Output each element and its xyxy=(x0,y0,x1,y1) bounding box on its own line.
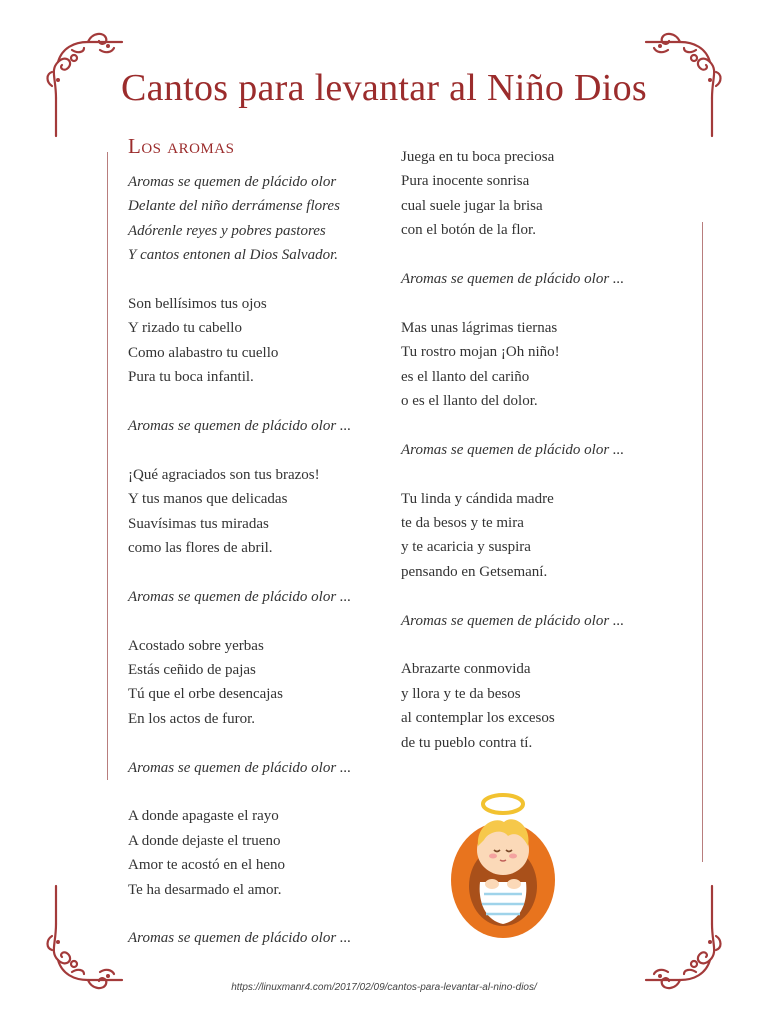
verse-line: Amor te acostó en el heno xyxy=(128,857,286,874)
verse-line: Suavísimas tus miradas xyxy=(128,515,269,532)
verse-line: Pura tu boca infantil. xyxy=(128,369,254,386)
refrain-line: Aromas se quemen de plácido olor ... xyxy=(128,930,352,947)
verse-line: Estás ceñido de pajas xyxy=(128,662,256,679)
verse-line: cual suele jugar la brisa xyxy=(401,197,543,214)
verse-line: pensando en Getsemaní. xyxy=(401,563,548,580)
left-border-line xyxy=(107,152,108,780)
verse-line: de tu pueblo contra tí. xyxy=(401,734,533,751)
corner-ornament-bottom-left xyxy=(44,884,124,994)
verse-line: Y cantos entonen al Dios Salvador. xyxy=(128,247,338,264)
right-column xyxy=(401,145,691,779)
refrain-line: Aromas se quemen de plácido olor ... xyxy=(401,612,625,629)
stanza xyxy=(401,145,691,243)
page-title: Cantos para levantar al Niño Dios xyxy=(121,67,647,109)
refrain-line: Aromas se quemen de plácido olor ... xyxy=(401,441,625,458)
right-border-line xyxy=(702,222,703,862)
verse-line: Aromas se quemen de plácido olor xyxy=(128,174,337,190)
verse-line: En los actos de furor. xyxy=(128,710,256,727)
verse-line: Mas unas lágrimas tiernas xyxy=(401,319,558,336)
verse-line: Pura inocente sonrisa xyxy=(401,173,530,190)
refrain-line: Aromas se quemen de plácido olor ... xyxy=(401,271,625,288)
verse-line: con el botón de la flor. xyxy=(401,222,536,239)
verse-line: Abrazarte conmovida xyxy=(401,661,531,678)
verse-line: como las flores de abril. xyxy=(128,540,273,557)
source-url[interactable]: https://linuxmanr4.com/2017/02/09/cantos-para-levantar-al-nino-dios/ xyxy=(231,982,537,993)
stanza xyxy=(128,634,388,732)
verse-line: A donde dejaste el trueno xyxy=(128,832,281,849)
verse-line: Tú que el orbe desencajas xyxy=(128,686,283,703)
refrain-line: Aromas se quemen de plácido olor ... xyxy=(128,759,352,776)
verse-line: ¡Qué agraciados son tus brazos! xyxy=(128,466,320,483)
stanza xyxy=(401,316,691,414)
verse-line: o es el llanto del dolor. xyxy=(401,393,538,410)
left-column xyxy=(128,170,388,975)
stanza xyxy=(401,487,691,585)
verse-line: Como alabastro tu cuello xyxy=(128,344,279,361)
verse-line: Adórenle reyes y pobres pastores xyxy=(128,222,326,239)
verse-line: Tu rostro mojan ¡Oh niño! xyxy=(401,344,560,361)
verse-line: y te acaricia y suspira xyxy=(401,539,531,556)
baby-jesus-illustration xyxy=(448,790,558,940)
verse-line: Y rizado tu cabello xyxy=(128,320,242,337)
refrain-line: Aromas se quemen de plácido olor ... xyxy=(128,418,352,435)
verse-line: Delante del niño derrámense flores xyxy=(128,198,340,215)
verse-line: te da besos y te mira xyxy=(401,515,524,532)
section-heading: Los aromas xyxy=(128,134,235,158)
stanza xyxy=(401,657,691,755)
verse-line: al contemplar los excesos xyxy=(401,710,555,727)
refrain-line: Aromas se quemen de plácido olor ... xyxy=(128,588,352,605)
verse-line: y llora y te da besos xyxy=(401,685,521,702)
stanza xyxy=(128,292,388,390)
verse-line: A donde apagaste el rayo xyxy=(128,808,279,825)
stanza xyxy=(128,804,388,902)
stanza xyxy=(128,463,388,561)
stanza xyxy=(128,170,388,268)
verse-line: Te ha desarmado el amor. xyxy=(128,881,282,898)
verse-line: es el llanto del cariño xyxy=(401,368,530,385)
verse-line: Juega en tu boca preciosa xyxy=(401,149,555,165)
corner-ornament-bottom-right xyxy=(644,884,724,994)
verse-line: Son bellísimos tus ojos xyxy=(128,296,267,313)
verse-line: Tu linda y cándida madre xyxy=(401,490,554,507)
verse-line: Y tus manos que delicadas xyxy=(128,491,288,508)
verse-line: Acostado sobre yerbas xyxy=(128,637,264,654)
